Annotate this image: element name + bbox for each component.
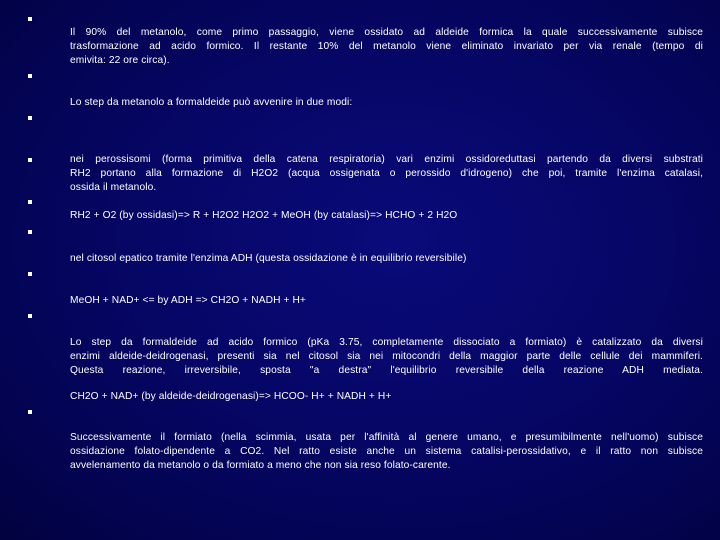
- bullet-marker: [28, 200, 32, 204]
- text-line: Lo step da formaldeide ad acido formico (pKa 3.75, completamente dissociato a formiato) è catalizzato da diversi: [70, 337, 703, 348]
- text-line: nel citosol epatico tramite l'enzima ADH (questa ossidazione è in equilibrio reversibile): [70, 253, 467, 264]
- text-line: Il 90% del metanolo, come primo passaggio, viene ossidato ad aldeide formica la quale successivamente subisce: [70, 27, 703, 38]
- bullet-marker: [28, 74, 32, 78]
- text-line: nei perossisomi (forma primitiva della catena respiratoria) vari enzimi ossidoreduttasi partendo da diversi substrati: [70, 154, 703, 165]
- bullet-marker: [28, 230, 32, 234]
- paragraph-formaldeide-acido-formico: [70, 336, 703, 378]
- text-line: Questa reazione, irreversibile, sposta "a destra" l'equilibrio reversibile della reazione ADH mediata.: [70, 365, 703, 376]
- text-line: CH2O + NAD+ (by aldeide-deidrogenasi)=> HCOO- H+ + NADH + H+: [70, 391, 392, 402]
- equation-adh: [70, 294, 703, 308]
- bullet-marker: [28, 17, 32, 21]
- bullet-marker: [28, 314, 32, 318]
- paragraph-formiato: [70, 431, 703, 473]
- text-line: Successivamente il formiato (nella scimmia, usata per l'affinità al genere umano, e presumibilmente nell'uomo) subisce: [70, 432, 703, 443]
- paragraph-citosol-adh: [70, 252, 703, 266]
- bullet-marker: [28, 272, 32, 276]
- text-line: ossidazione folato-dipendente a CO2. Nel ratto esiste anche un sistema catalisi-perossidativo, e il ratto non subisce: [70, 446, 703, 457]
- equation-ossidasi-catalasi: [70, 209, 703, 223]
- text-line: ossida il metanolo.: [70, 182, 157, 193]
- equation-aldeide-deidrogenasi: [70, 390, 703, 404]
- text-line: avvelenamento da metanolo o da formiato a meno che non sia reso folato-carente.: [70, 460, 451, 471]
- bullet-marker: [28, 158, 32, 162]
- text-line: Lo step da metanolo a formaldeide può avvenire in due modi:: [70, 97, 353, 108]
- bullet-marker: [28, 410, 32, 414]
- text-line: MeOH + NAD+ <= by ADH => CH2O + NADH + H+: [70, 295, 306, 306]
- bullet-marker: [28, 116, 32, 120]
- text-line: trasformazione ad acido formico. Il restante 10% del metanolo viene eliminato invariato per via renale (tempo di: [70, 41, 703, 52]
- paragraph-metanolo-ossidazione: [70, 26, 703, 68]
- text-line: enzimi aldeide-deidrogenasi, presenti sia nel citosol sia nei mitocondri della maggior parte delle cellule dei mammiferi.: [70, 351, 703, 362]
- paragraph-due-modi: [70, 96, 703, 110]
- paragraph-perossisomi: [70, 153, 703, 195]
- text-line: emivita: 22 ore circa).: [70, 55, 170, 66]
- text-line: RH2 + O2 (by ossidasi)=> R + H2O2 H2O2 + MeOH (by catalasi)=> HCHO + 2 H2O: [70, 210, 458, 221]
- text-line: RH2 portano alla formazione di H2O2 (acqua ossigenata o perossido d'idrogeno) che poi, tramite l'enzima catalasi,: [70, 168, 703, 179]
